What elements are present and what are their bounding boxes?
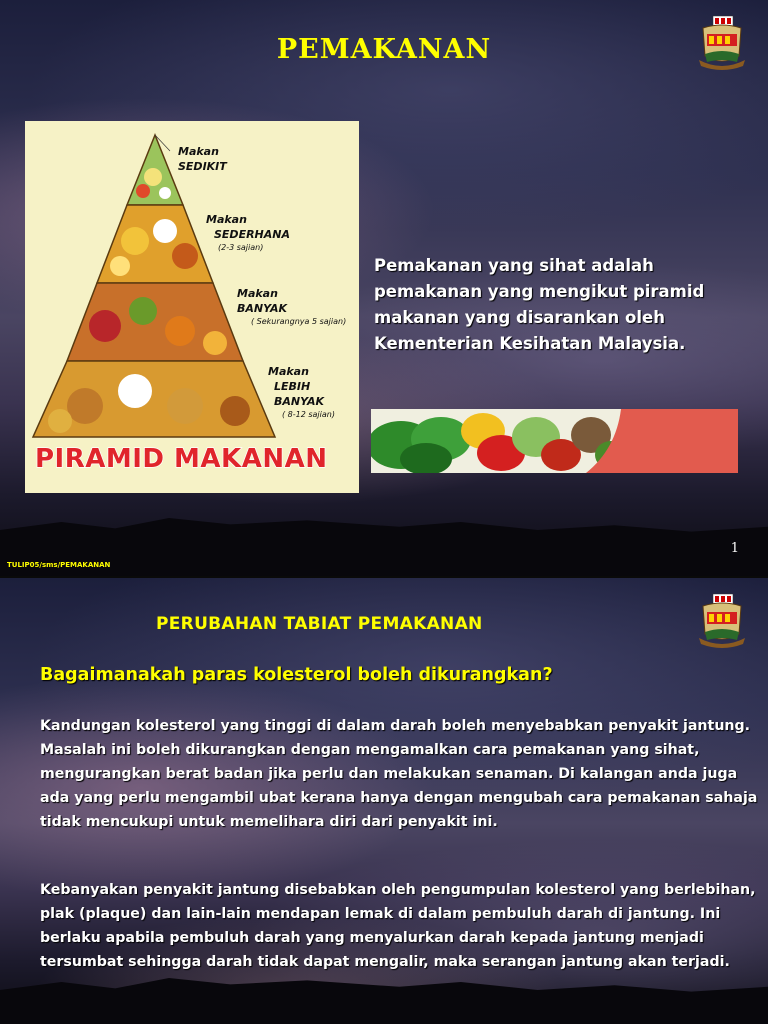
mountain-silhouette <box>0 498 768 576</box>
nec-tulip-logo-icon <box>695 14 749 72</box>
nec-tulip-logo-icon <box>695 592 749 650</box>
vegetable-banner-image <box>371 409 738 473</box>
slide-1-body-text: Pemakanan yang sihat adalah pemakanan yang mengikut piramid makanan yang disarankan oleh Kementerian Kesihatan Malaysia. <box>374 256 705 353</box>
pyramid-label-banyak: Makan BANYAK ( Sekurangnya 5 sajian) <box>237 287 347 326</box>
paragraph-1: Kandungan kolesterol yang tinggi di dalam darah boleh menyebabkan penyakit jantung. Masalah ini boleh dikurangkan dengan mengamalkan cara pemakanan yang sihat, mengurangkan berat badan jika perlu dan melakukan senaman. Di kalangan anda juga ada yang perlu mengambil ubat kerana hanya dengan mengubah cara pemakanan sahaja tidak mencukupi untuk memelihara diri dari penyakit ini. <box>40 718 758 830</box>
footer-reference: TULIP05/sms/PEMAKANAN <box>7 561 111 569</box>
slide-2 <box>0 578 768 1024</box>
food-pyramid-image <box>25 121 359 493</box>
page-number: 1 <box>730 541 739 556</box>
question-heading: Bagaimanakah paras kolesterol boleh dikurangkan? <box>40 665 553 685</box>
pyramid-label-sedikit: Makan SEDIKIT <box>178 145 227 173</box>
slide-title: PEMAKANAN <box>276 34 492 65</box>
slide-2-title: PERUBAHAN TABIAT PEMAKANAN <box>156 614 483 634</box>
pyramid-label-lebih-banyak: Makan LEBIH BANYAK ( 8-12 sajian) <box>268 365 335 419</box>
paragraph-2: Kebanyakan penyakit jantung disebabkan oleh pengumpulan kolesterol yang berlebihan, plak (plaque) dan lain-lain mendapan lemak di dalam pembuluh darah di jantung. Ini berlaku apabila pembuluh darah yang menyalurkan darah kepada jantung menjadi tersumbat sehingga darah tidak dapat mengalir, maka serangan jantung akan terjadi. <box>40 882 756 970</box>
pyramid-label-sederhana: Makan SEDERHANA (2-3 sajian) <box>206 213 290 252</box>
pyramid-title: PIRAMID MAKANAN <box>35 444 328 474</box>
